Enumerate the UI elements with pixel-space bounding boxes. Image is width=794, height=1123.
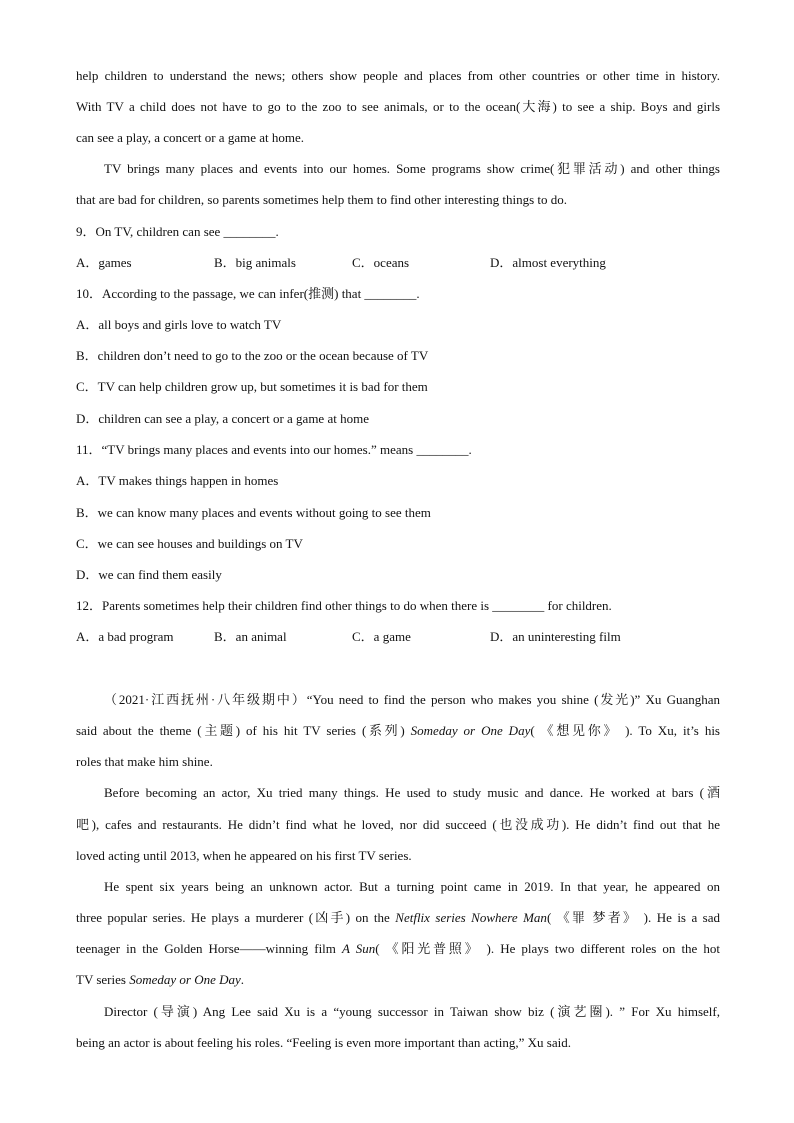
passage2-source-line: （2021·江西抚州·八年级期中）“You need to find the person who makes you shine (发光)” Xu Guanghan	[104, 692, 720, 707]
passage2-p2-line-1: Before becoming an actor, Xu tried many things. He used to study music and dance. He worked at bars (酒	[104, 785, 720, 800]
question-11-stem: 11．“TV brings many places and events into our homes.” means ________.	[76, 442, 472, 457]
passage2-p3-line-2: three popular series. He plays a murderer (凶手) on the Netflix series Nowhere Man( 《罪 梦者》 ). He is a sad	[76, 910, 721, 925]
question-9-option-c: C．oceans	[352, 255, 410, 270]
question-10-option-d: D．children can see a play, a concert or a game at home	[76, 411, 369, 426]
passage2-p3-line-4: TV series Someday or One Day.	[76, 972, 245, 987]
passage2-p3-line-1: He spent six years being an unknown actor. But a turning point came in 2019. In that year, he appeared on	[104, 879, 720, 894]
passage2-p1-line-2: said about the theme (主题) of his hit TV series (系列) Someday or One Day( 《想见你》 ). To Xu, it’s his	[76, 723, 720, 738]
passage2-p4-line-2: being an actor is about feeling his roles. “Feeling is even more important than acting,” Xu said.	[76, 1035, 571, 1050]
question-10-stem: 10．According to the passage, we can infer(推测) that ________.	[76, 286, 420, 301]
passage2-p2-line-3: loved acting until 2013, when he appeared on his first TV series.	[76, 848, 412, 863]
question-10-option-b: B．children don’t need to go to the zoo or the ocean because of TV	[76, 348, 429, 363]
question-12-option-b: B．an animal	[214, 629, 287, 644]
question-9-option-a: A．games	[76, 255, 132, 270]
question-11-option-c: C．we can see houses and buildings on TV	[76, 536, 303, 551]
passage1-line-5: that are bad for children, so parents sometimes help them to find other interesting things to do.	[76, 192, 567, 207]
question-12-stem: 12．Parents sometimes help their children find other things to do when there is ________ for children.	[76, 598, 612, 613]
question-12-option-c: C．a game	[352, 629, 411, 644]
question-11-option-a: A．TV makes things happen in homes	[76, 473, 279, 488]
question-12-option-a: A．a bad program	[76, 629, 174, 644]
question-12-option-d: D．an uninteresting film	[490, 629, 621, 644]
question-10-option-a: A．all boys and girls love to watch TV	[76, 317, 282, 332]
passage2-p4-line-1: Director (导演) Ang Lee said Xu is a “young successor in Taiwan show biz (演艺圈). ” For Xu himself,	[104, 1004, 720, 1019]
question-10-option-c: C．TV can help children grow up, but sometimes it is bad for them	[76, 379, 428, 394]
passage2-p2-line-2: 吧), cafes and restaurants. He didn’t find what he loved, nor did succeed (也没成功). He didn’t find out that he	[76, 817, 720, 832]
question-9-stem: 9．On TV, children can see ________.	[76, 224, 279, 239]
question-9-option-d: D．almost everything	[490, 255, 606, 270]
passage2-p3-line-3: teenager in the Golden Horse——winning film A Sun( 《阳光普照》 ). He plays two different roles on the hot	[76, 941, 720, 956]
passage1-line-2: With TV a child does not have to go to the zoo to see animals, or to the ocean(大海) to see a ship. Boys and girls	[76, 99, 720, 114]
passage1-line-4: TV brings many places and events into our homes. Some programs show crime(犯罪活动) and other things	[104, 161, 720, 176]
passage2-p1-line-3: roles that make him shine.	[76, 754, 213, 769]
passage1-line-3: can see a play, a concert or a game at home.	[76, 130, 304, 145]
question-11-option-d: D．we can find them easily	[76, 567, 222, 582]
passage1-line-1: help children to understand the news; others show people and places from other countries or other time in history.	[76, 68, 720, 83]
question-9-option-b: B．big animals	[214, 255, 296, 270]
question-11-option-b: B．we can know many places and events without going to see them	[76, 505, 431, 520]
